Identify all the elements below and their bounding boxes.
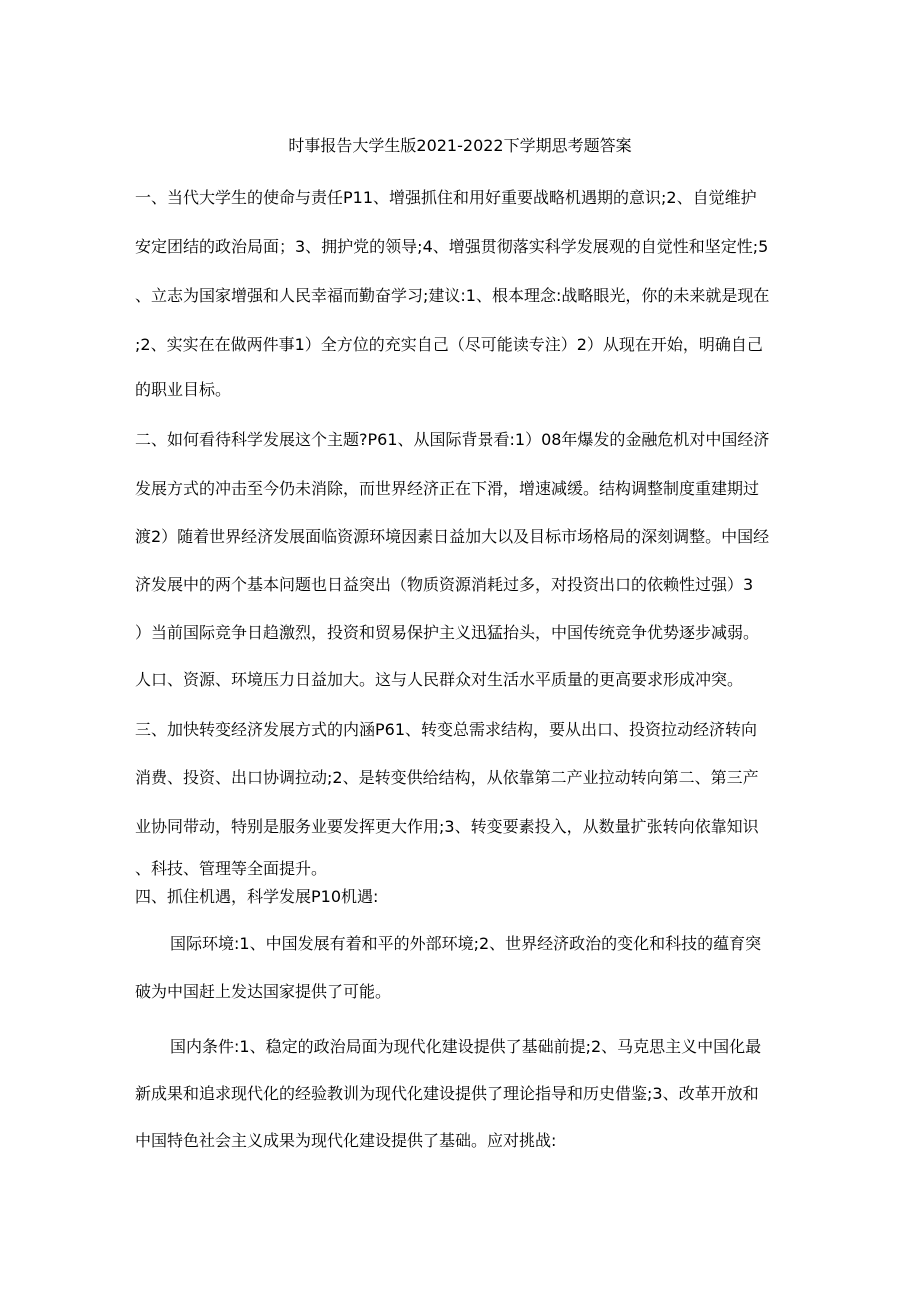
text-line: ;2、实实在在做两件事1）全方位的充实自己（尽可能读专注）2）从现在开始，明确自己 [135, 335, 763, 354]
text-line: 中国特色社会主义成果为现代化建设提供了基础。应对挑战: [135, 1131, 557, 1150]
text-line: 安定团结的政治局面；3、拥护党的领导;4、增强贯彻落实科学发展观的自觉性和坚定性;5 [135, 237, 769, 256]
text-line: 四、抓住机遇，科学发展P10机遇: [135, 887, 379, 906]
text-line: ）当前国际竞争日趋激烈，投资和贸易保护主义迅猛抬头，中国传统竞争优势逐步减弱。 [135, 623, 760, 642]
text-line: 国际环境:1、中国发展有着和平的外部环境;2、世界经济政治的变化和科技的蕴育突 [170, 934, 762, 953]
text-line: 业协同带动，特别是服务业要发挥更大作用;3、转变要素投入，从数量扩张转向依靠知识 [135, 817, 759, 836]
text-line: 新成果和追求现代化的经验教训为现代化建设提供了理论指导和历史借鉴;3、改革开放和 [135, 1084, 759, 1103]
text-line: 、科技、管理等全面提升。 [135, 859, 328, 878]
text-line: 一、当代大学生的使命与责任P11、增强抓住和用好重要战略机遇期的意识;2、自觉维护 [135, 188, 757, 207]
document-title: 时事报告大学生版2021-2022下学期思考题答案 [288, 136, 632, 155]
text-line: 人口、资源、环境压力日益加大。这与人民群众对生活水平质量的更高要求形成冲突。 [135, 670, 744, 689]
text-line: 、立志为国家增强和人民幸福而勤奋学习;建议:1、根本理念:战略眼光，你的未来就是现在 [135, 286, 770, 305]
text-line: 破为中国赶上发达国家提供了可能。 [135, 982, 392, 1001]
text-line: 发展方式的冲击至今仍未消除，而世界经济正在下滑，增速减缓。结构调整制度重建期过 [135, 479, 760, 498]
text-line: 二、如何看待科学发展这个主题?P61、从国际背景看:1）08年爆发的金融危机对中国经济 [135, 430, 770, 449]
text-line: 的职业目标。 [135, 380, 232, 399]
text-line: 渡2）随着世界经济发展面临资源环境因素日益加大以及目标市场格局的深刻调整。中国经 [135, 527, 770, 546]
text-line: 济发展中的两个基本问题也日益突出（物质资源消耗过多，对投资出口的依赖性过强）3 [135, 575, 754, 594]
text-line: 国内条件:1、稳定的政治局面为现代化建设提供了基础前提;2、马克思主义中国化最 [170, 1037, 762, 1056]
text-line: 消费、投资、出口协调拉动;2、是转变供给结构，从依靠第二产业拉动转向第二、第三产 [135, 768, 759, 787]
text-line: 三、加快转变经济发展方式的内涵P61、转变总需求结构，要从出口、投资拉动经济转向 [135, 720, 758, 739]
